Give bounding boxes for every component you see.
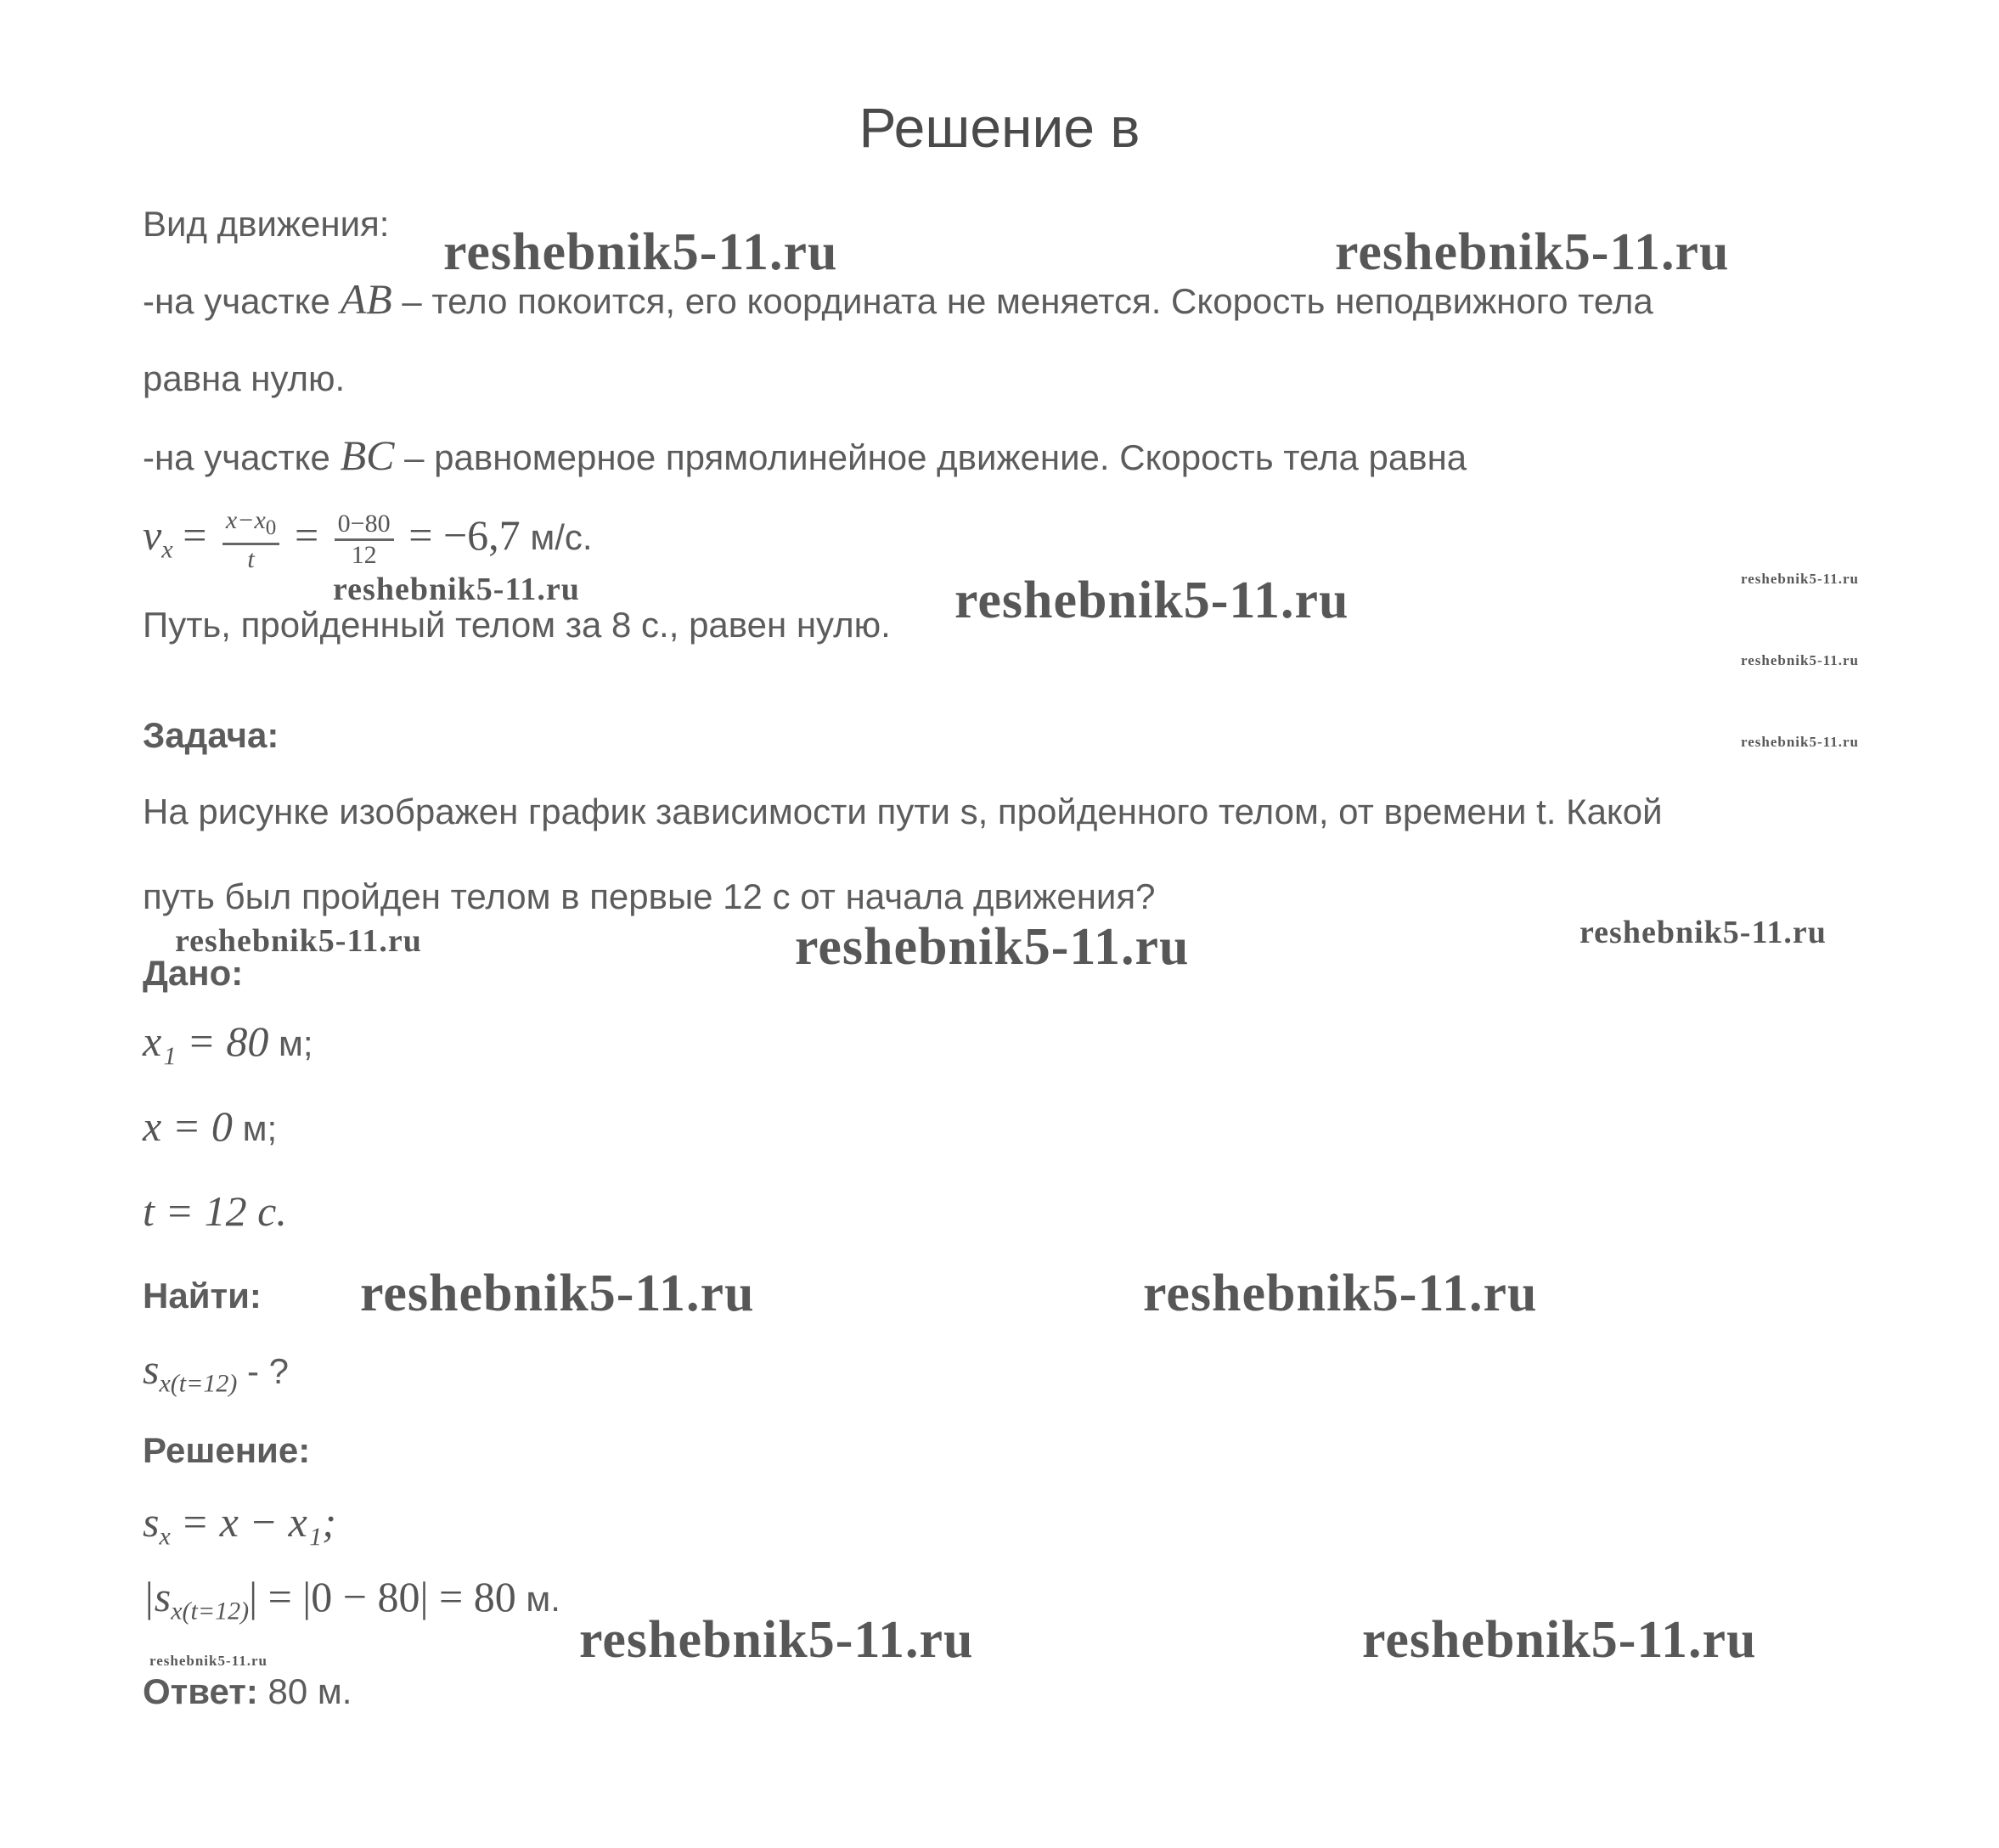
ab-text: – тело покоится, его координата не меняется. Скорость неподвижного тела (402, 281, 1653, 321)
frac1-den: t (247, 544, 255, 573)
sol1-rest: = x − x₁; (180, 1498, 336, 1546)
find-sub: x(t=12) (159, 1369, 238, 1398)
fraction-2 (335, 510, 394, 570)
task-heading: Задача: (143, 715, 279, 755)
given-x1-unit: м; (279, 1023, 313, 1063)
answer-value: 80 м. (267, 1671, 352, 1711)
frac1-num: x−x (225, 505, 266, 534)
vx-sub: x (161, 535, 173, 564)
watermark: reshebnik5-11.ru (360, 1265, 755, 1322)
given-x (143, 1102, 277, 1152)
find-expr (143, 1345, 289, 1407)
vx-result: = −6,7 (408, 511, 521, 559)
solution-line-2 (143, 1573, 560, 1635)
solution-heading: Решение: (143, 1430, 311, 1470)
segment-bc-line (143, 431, 1467, 482)
watermark: reshebnik5-11.ru (1579, 915, 1827, 950)
motion-type-heading: Вид движения: (143, 204, 390, 244)
watermark: reshebnik5-11.ru (579, 1611, 974, 1669)
given-x-expr: x = 0 (143, 1102, 233, 1150)
segment-ab-line-2: равна нулю. (143, 358, 346, 398)
vx-unit: м/с. (530, 517, 593, 557)
watermark: reshebnik5-11.ru (149, 1653, 267, 1669)
path-text: Путь, пройденный телом за 8 с., равен нулю. (143, 605, 891, 645)
find-s: s (143, 1345, 160, 1393)
watermark: reshebnik5-11.ru (1335, 223, 1730, 281)
watermark: reshebnik5-11.ru (1143, 1265, 1538, 1322)
task-text-2: путь был пройден телом в первые 12 с от начала движения? (143, 876, 1156, 916)
ab-prefix: -на участке (143, 281, 330, 321)
answer-label: Ответ: (143, 1671, 258, 1711)
task-text-1: На рисунке изображен график зависимости пути s, пройденного телом, от времени t. Какой (143, 792, 1663, 831)
watermark: reshebnik5-11.ru (795, 918, 1190, 976)
watermark: reshebnik5-11.ru (1741, 734, 1859, 750)
page-title: Решение в (859, 96, 1140, 159)
bc-text: – равномерное прямолинейное движение. Скорость тела равна (404, 437, 1467, 477)
fraction-1 (222, 506, 279, 574)
given-t (143, 1187, 287, 1237)
velocity-formula: $v_x$ = $\frac{x-x_0}{t}$ = $\frac{0-80}{12}$ = −6,7 м/с. (143, 505, 593, 573)
watermark: reshebnik5-11.ru (1741, 571, 1859, 587)
given-x1-expr: x₁ = 80 (143, 1017, 269, 1065)
watermark: reshebnik5-11.ru (443, 223, 838, 281)
answer-line (143, 1668, 352, 1716)
sol2-rest: | = |0 − 80| = 80 (249, 1573, 516, 1620)
sol1-s: s (143, 1498, 160, 1546)
given-t-expr: t = 12 c. (143, 1187, 287, 1235)
watermark: reshebnik5-11.ru (1362, 1611, 1757, 1669)
ab-label: AB (340, 275, 392, 323)
sol2-sub: x(t=12) (171, 1597, 250, 1625)
bc-prefix: -на участке (143, 437, 330, 477)
frac2-num: 0−80 (335, 510, 394, 541)
vx-lhs: v (143, 511, 162, 559)
watermark: reshebnik5-11.ru (1741, 652, 1859, 668)
watermark: reshebnik5-11.ru (954, 572, 1349, 629)
sol2-unit: м. (526, 1579, 560, 1619)
given-x-unit: м; (242, 1108, 278, 1148)
given-heading: Дано: (143, 953, 244, 993)
watermark: reshebnik5-11.ru (333, 572, 580, 607)
given-x1 (143, 1017, 313, 1068)
bc-label: BC (340, 431, 395, 479)
solution-line-1 (143, 1498, 336, 1560)
frac1-num-sub: 0 (265, 516, 277, 539)
find-suffix: - ? (237, 1351, 290, 1391)
sol1-sub: x (159, 1522, 171, 1551)
sol2-a: |s (143, 1573, 172, 1620)
frac2-den: 12 (351, 541, 377, 570)
watermark: reshebnik5-11.ru (175, 923, 422, 959)
find-heading: Найти: (143, 1276, 262, 1316)
